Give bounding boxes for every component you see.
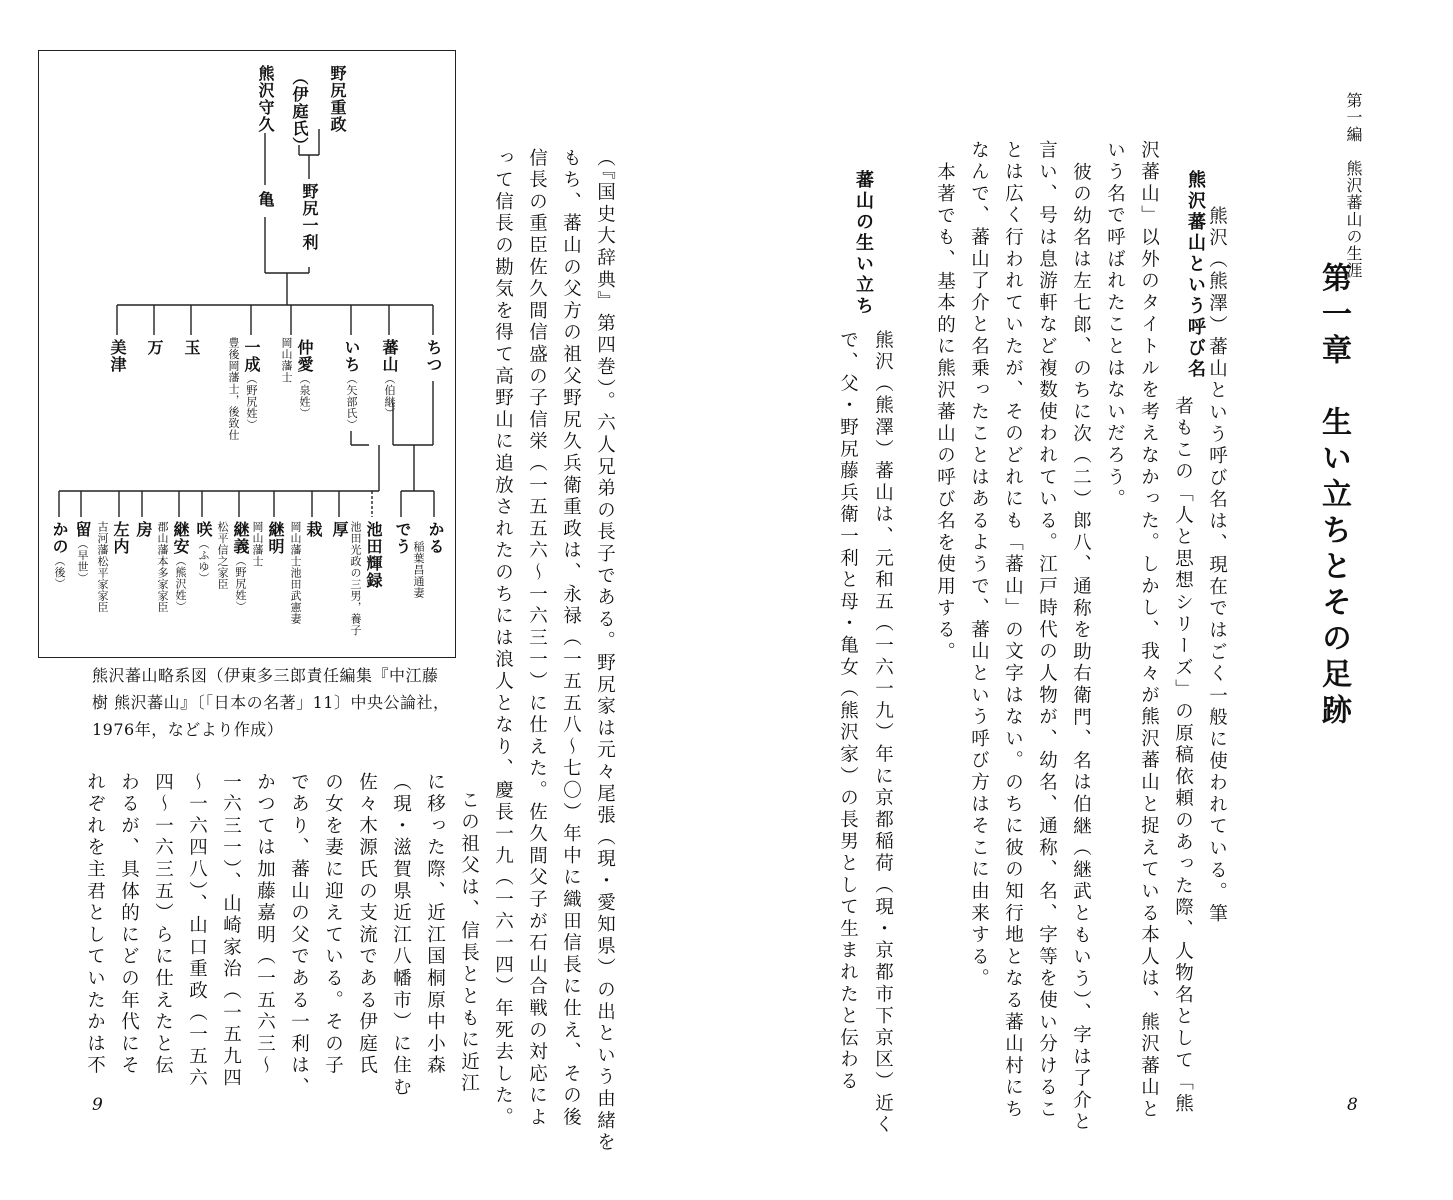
name-banzan: 蕃山	[380, 339, 399, 373]
body-column: 一六三一）、山崎家治（一五九四	[220, 772, 242, 1090]
body-column: もち、蕃山の父方の祖父野尻久兵衛重政は、永禄（一五五八〜七〇）年中に織田信長に仕え、その後	[560, 148, 582, 1129]
body-column: かつては加藤嘉明（一五六三〜	[254, 772, 276, 1078]
note-kano: （後）	[53, 555, 66, 590]
person-kame: 亀	[256, 191, 275, 208]
body-column: （『国史大辞典』第四巻）。六人兄弟の長子である。野尻家は元々尾張（現・愛知県）の出という由緒を	[594, 148, 616, 1155]
person-atsushi: 厚	[330, 521, 349, 538]
person-chitsu: ちつ	[424, 339, 443, 373]
body-column: に移った際、近江国桐原中小森	[424, 772, 446, 1078]
sub-kazunari: 豊後岡藩士，後致仕	[227, 337, 240, 441]
name-tsuguyasu: 継安	[171, 521, 190, 555]
name-ichi: いち	[342, 339, 361, 373]
section-heading-name: 熊沢蕃山という呼び名	[1185, 170, 1206, 380]
body-column: 沢蕃山」以外のタイトルを考えなかった。しかし、我々が熊沢蕃山と捉えている本人は、熊沢蕃山と	[1138, 140, 1160, 1121]
person-tsugiaki: 継明	[266, 521, 285, 555]
sub-sanai: 古河藩松平家家臣	[96, 521, 109, 613]
person-tsugiyoshi	[232, 521, 248, 613]
person-karu: かる	[426, 521, 445, 555]
person-tama: 玉	[182, 339, 201, 356]
sub-karu: 稲葉昌通妻	[412, 541, 425, 599]
person-tsuguyasu	[172, 521, 188, 613]
body-column: 信長の重臣佐久間信盛の子信栄（一五五六〜一六三一）に仕えた。佐久間父子が石山合戦の対応によ	[526, 148, 548, 1129]
person-man: 万	[145, 339, 164, 356]
person-mitsu: 美津	[108, 339, 127, 373]
person-iba-wife: （伊庭氏）	[290, 69, 309, 154]
body-column: 熊沢（熊澤）蕃山という呼び名は、現在ではごく一般に使われている。筆	[1206, 206, 1228, 926]
page-number-right: 8	[1347, 1095, 1358, 1115]
note-nakachika: （泉姓）	[298, 373, 311, 419]
person-banzan	[381, 339, 397, 419]
body-column: とは広く行われていたが、そのどれにも「蕃山」の文字はない。のちに彼の知行地となる蕃山村にち	[1002, 140, 1024, 1121]
body-column: れぞれを主君としていたかは不	[84, 772, 106, 1078]
chapter-title: 第一章 生い立ちとその足跡	[1316, 262, 1351, 730]
person-shigemasa: 野尻重政	[328, 65, 347, 133]
person-ikeda: 池田輝録	[364, 521, 383, 589]
person-sanai: 左内	[111, 521, 130, 555]
note-tsuguyasu: （熊沢姓）	[174, 555, 187, 613]
body-column: 熊沢（熊澤）蕃山は、元和五（一六一九）年に京都稲荷（現・京都市下京区）近く	[872, 330, 894, 1137]
body-column: 彼の幼名は左七郎、のちに次（二）郎八、通称を助右衛門、名は伯継（継武ともいう）、字は了介と	[1070, 162, 1092, 1134]
body-column: いう名で呼ばれたことはないだろう。	[1104, 140, 1126, 511]
name-saku: 咲	[194, 521, 213, 538]
body-column: であり、蕃山の父である一利は、	[288, 772, 310, 1099]
sub-tsugiyoshi: 松平信之家臣	[216, 521, 229, 590]
figure-caption: 熊沢蕃山略系図（伊東多三郎責任編集『中江藤樹 熊沢蕃山』〔「日本の名著」11〕中央公論社，1976年，などより作成）	[92, 666, 450, 739]
sub-nakachika: 岡山藩士	[280, 337, 293, 383]
person-tome	[74, 521, 90, 584]
note-tsugiyoshi: （野尻姓）	[234, 555, 247, 613]
note-tome: （早世）	[76, 538, 89, 584]
note-kazunari: （野尻姓）	[245, 373, 258, 431]
body-column: （現・滋賀県近江八幡市）に住む	[390, 772, 412, 1099]
name-tsugiyoshi: 継義	[231, 521, 250, 555]
page-number-left: 9	[92, 1095, 103, 1115]
body-column: 言い、号は息游軒など複数使われている。江戸時代の人物が、幼名、通称、名、字等を使い分けるこ	[1036, 140, 1058, 1121]
person-kano	[51, 521, 67, 590]
name-tome: 留	[73, 521, 92, 538]
person-saku	[195, 521, 211, 584]
body-column: で、父・野尻藤兵衛一利と母・亀女（熊沢家）の長男として生まれたと伝わる	[837, 330, 859, 1093]
body-column: 者もこの「人と思想シリーズ」の原稿依頼のあった際、人物名として「熊	[1172, 396, 1194, 1116]
body-column: の女を妻に迎えている。その子	[322, 772, 344, 1078]
body-column: わるが、具体的にどの年代にそ	[118, 772, 140, 1078]
note-banzan: （伯継）	[383, 373, 396, 419]
note-saku: （ふゆ）	[197, 538, 210, 584]
body-column: 〜一六四八）、山口重政（一五六	[186, 772, 208, 1090]
sub-ikeda: 池田光政の三男，養子	[349, 521, 362, 636]
person-kazunari	[243, 339, 259, 431]
name-kano: かの	[50, 521, 69, 555]
body-column: 佐々木源氏の支流である伊庭氏	[356, 772, 378, 1078]
person-nakachika	[296, 339, 312, 419]
body-column: 四〜一六三五）らに仕えたと伝	[152, 772, 174, 1078]
person-sai: 栽	[304, 521, 323, 538]
person-kazutoshi: 野尻一利	[300, 183, 319, 251]
genealogy-figure	[38, 50, 456, 658]
person-ichi	[343, 339, 359, 431]
sub-sai: 岡山藩士池田武憲妻	[289, 521, 302, 625]
sub-tsuguyasu: 郡山藩本多家家臣	[156, 521, 169, 613]
name-nakachika: 仲愛	[295, 339, 314, 373]
person-dei: でう	[393, 521, 412, 555]
sub-tsugiaki: 岡山藩士	[251, 521, 264, 567]
section-heading-origins: 蕃山の生い立ち	[853, 170, 874, 317]
body-column: って信長の勘気を得て高野山に追放されたのちには浪人となり、慶長一九（一六一四）年死去した。	[492, 148, 514, 1129]
body-column: なんで、蕃山了介と名乗ったことはあるようで、蕃山という呼び方はそこに由来する。	[968, 140, 990, 991]
name-kazunari: 一成	[242, 339, 261, 373]
person-fusa: 房	[134, 521, 153, 538]
person-morihisa: 熊沢守久	[256, 65, 275, 133]
note-ichi: （矢部氏）	[345, 373, 358, 431]
running-header: 第一編 熊沢蕃山の生涯	[1344, 92, 1363, 279]
body-column: 本著でも、基本的に熊沢蕃山の呼び名を使用する。	[934, 162, 956, 664]
body-column: この祖父は、信長とともに近江	[458, 790, 480, 1096]
